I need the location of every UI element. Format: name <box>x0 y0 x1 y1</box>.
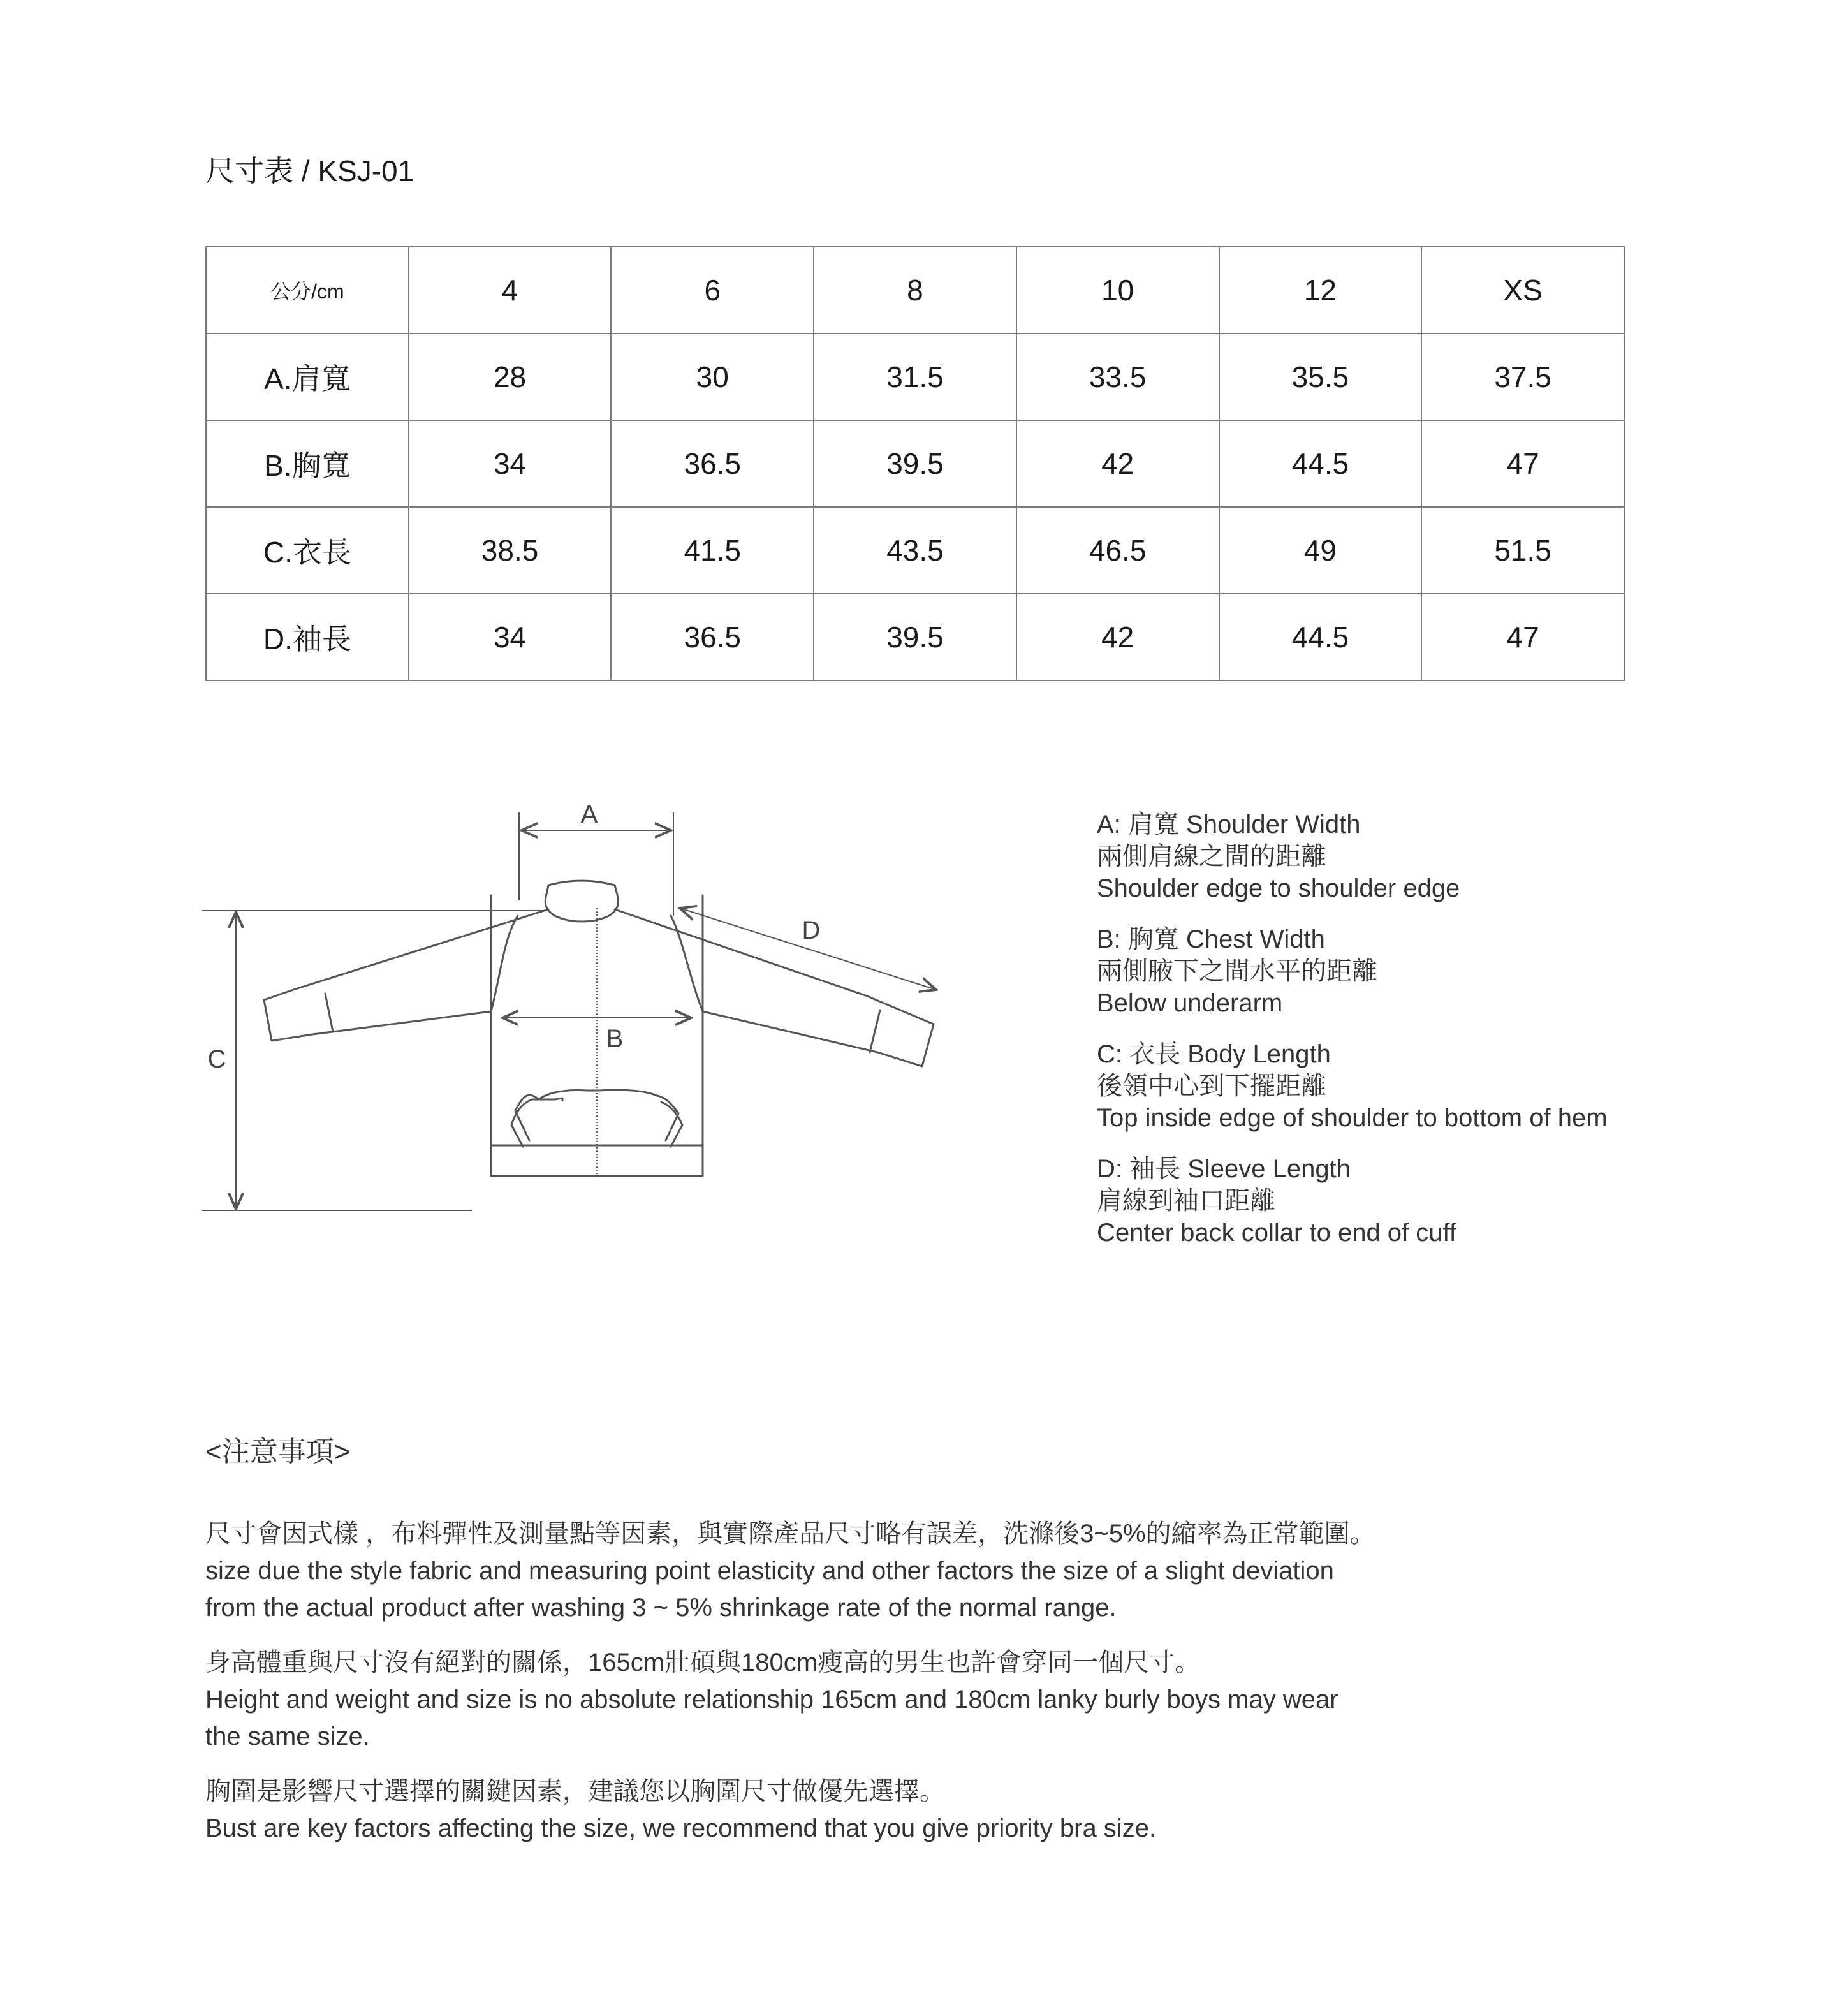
table-cell: 38.5 <box>409 507 612 594</box>
table-cell: 28 <box>409 334 612 420</box>
table-row <box>206 334 1624 420</box>
jacket-diagram <box>191 791 957 1224</box>
notes-heading: <注意事項> <box>205 1436 351 1467</box>
row-label: D.袖長 <box>206 594 409 680</box>
table-cell: 44.5 <box>1219 420 1422 507</box>
size-header: 12 <box>1219 247 1422 334</box>
note-paragraph <box>205 1644 1672 1755</box>
table-cell: 42 <box>1016 594 1219 680</box>
legend-title: D: 袖長 Sleeve Length <box>1097 1155 1351 1183</box>
table-cell: 31.5 <box>814 334 1016 420</box>
table-row <box>206 594 1624 680</box>
table-cell: 49 <box>1219 507 1422 594</box>
table-cell: 43.5 <box>814 507 1016 594</box>
table-cell: 36.5 <box>611 594 814 680</box>
table-row <box>206 420 1624 507</box>
table-cell: 37.5 <box>1421 334 1624 420</box>
row-label: B.胸寬 <box>206 420 409 507</box>
note-en: from the actual product after washing 3 ~ 5% shrinkage rate of the normal range. <box>205 1594 1117 1622</box>
legend-zh: 肩線到袖口距離 <box>1097 1187 1275 1215</box>
measurement-legend <box>1097 809 1798 1268</box>
legend-en: Center back collar to end of cuff <box>1097 1219 1457 1247</box>
size-header: 4 <box>409 247 612 334</box>
label-a: A <box>580 800 598 828</box>
table-row <box>206 507 1624 594</box>
table-cell: 51.5 <box>1421 507 1624 594</box>
size-header: 6 <box>611 247 814 334</box>
table-cell: 46.5 <box>1016 507 1219 594</box>
label-b: B <box>606 1025 624 1053</box>
legend-title: A: 肩寬 Shoulder Width <box>1097 811 1361 839</box>
legend-entry-c <box>1097 1038 1798 1134</box>
legend-entry-b <box>1097 923 1798 1019</box>
table-cell: 44.5 <box>1219 594 1422 680</box>
table-cell: 47 <box>1421 594 1624 680</box>
row-label: A.肩寬 <box>206 334 409 420</box>
legend-title: B: 胸寬 Chest Width <box>1097 925 1325 953</box>
label-d: D <box>802 916 821 944</box>
note-en: Bust are key factors affecting the size, we recommend that you give priority bra size. <box>205 1814 1157 1842</box>
unit-header: 公分/cm <box>206 247 409 334</box>
legend-zh: 後領中心到下擺距離 <box>1097 1072 1326 1100</box>
note-en: the same size. <box>205 1722 370 1751</box>
note-zh: 尺寸會因式樣 ，布料彈性及測量點等因素，與實際產品尺寸略有誤差，洗滌後3~5%的縮率為正常範圍。 <box>205 1520 1375 1548</box>
size-table <box>205 246 1625 681</box>
left-sleeve-outline <box>264 909 548 1041</box>
table-cell: 34 <box>409 594 612 680</box>
row-label: C.衣長 <box>206 507 409 594</box>
legend-en: Shoulder edge to shoulder edge <box>1097 874 1460 902</box>
table-cell: 34 <box>409 420 612 507</box>
size-header: 8 <box>814 247 1016 334</box>
table-cell: 35.5 <box>1219 334 1422 420</box>
legend-zh: 兩側肩線之間的距離 <box>1097 842 1326 870</box>
right-pocket <box>661 1102 682 1147</box>
note-en: Height and weight and size is no absolute relationship 165cm and 180cm lanky burly boys may wear <box>205 1686 1338 1714</box>
legend-title: C: 衣長 Body Length <box>1097 1040 1331 1068</box>
table-cell: 39.5 <box>814 420 1016 507</box>
table-cell: 42 <box>1016 420 1219 507</box>
table-header-row <box>206 247 1624 334</box>
right-sleeve-outline <box>615 909 934 1066</box>
size-header: 10 <box>1016 247 1219 334</box>
note-paragraph <box>205 1515 1672 1626</box>
page-title: 尺寸表 / KSJ-01 <box>205 154 414 187</box>
note-en: size due the style fabric and measuring point elasticity and other factors the size of a slight deviation <box>205 1557 1334 1585</box>
table-cell: 47 <box>1421 420 1624 507</box>
size-header: XS <box>1421 247 1624 334</box>
legend-en: Top inside edge of shoulder to bottom of hem <box>1097 1104 1608 1132</box>
table-cell: 30 <box>611 334 814 420</box>
legend-entry-d <box>1097 1153 1798 1249</box>
legend-entry-a <box>1097 809 1798 904</box>
table-cell: 39.5 <box>814 594 1016 680</box>
legend-en: Below underarm <box>1097 989 1283 1017</box>
note-zh: 胸圍是影響尺寸選擇的關鍵因素，建議您以胸圍尺寸做優先選擇。 <box>205 1777 945 1805</box>
label-c: C <box>207 1045 226 1073</box>
legend-zh: 兩側腋下之間水平的距離 <box>1097 957 1377 985</box>
note-zh: 身高體重與尺寸沒有絕對的關係，165cm壯碩與180cm瘦高的男生也許會穿同一個尺寸。 <box>205 1649 1201 1677</box>
table-cell: 33.5 <box>1016 334 1219 420</box>
note-paragraph <box>205 1773 1672 1847</box>
table-cell: 36.5 <box>611 420 814 507</box>
collar-outline <box>545 881 618 922</box>
table-cell: 41.5 <box>611 507 814 594</box>
notes-section <box>205 1428 1672 1865</box>
